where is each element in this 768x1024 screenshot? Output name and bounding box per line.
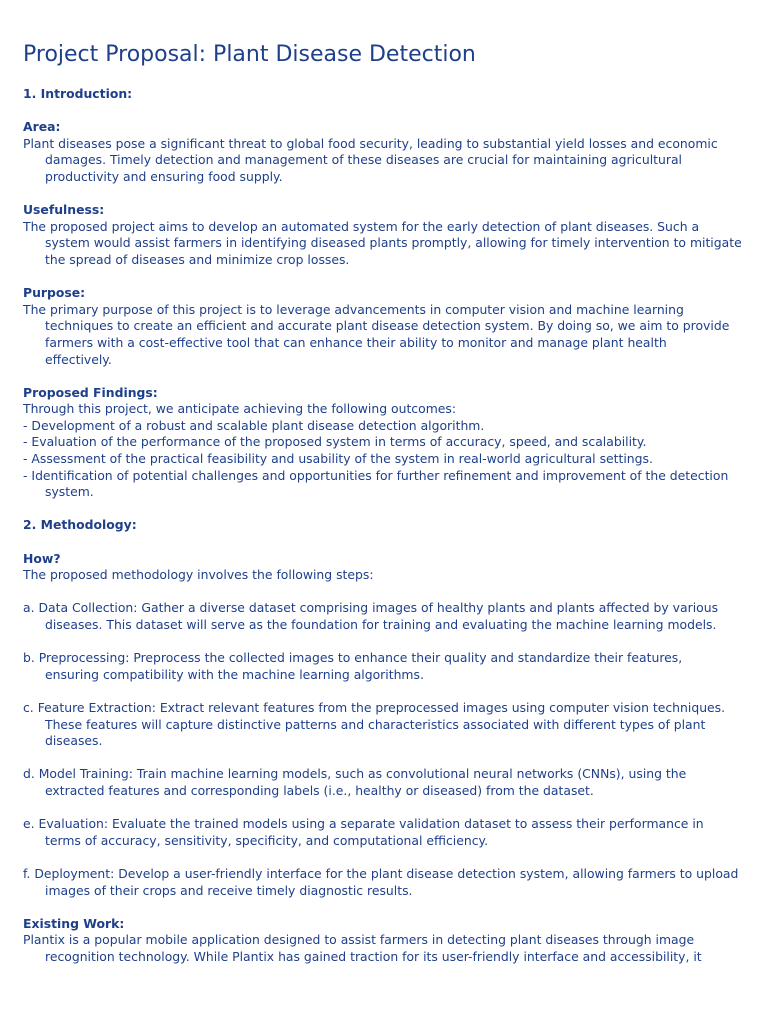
text-line: farmers with a cost-effective tool that can enhance their ability to monitor and manage plant health (45, 334, 667, 350)
section-heading: How? (23, 550, 61, 566)
section-heading: Existing Work: (23, 915, 125, 931)
paragraph-gap (23, 584, 768, 601)
text-line: b. Preprocessing: Preprocess the collected images to enhance their quality and standardize their features, (23, 650, 683, 666)
paragraph-gap (23, 750, 768, 767)
text-line: system. (45, 484, 94, 500)
text-line: - Evaluation of the performance of the proposed system in terms of accuracy, speed, and scalability. (23, 434, 647, 450)
paragraph-gap (23, 683, 768, 700)
section-heading: 2. Methodology: (23, 517, 137, 533)
text-line: Through this project, we anticipate achieving the following outcomes: (23, 401, 457, 417)
paragraph-gap (23, 501, 768, 518)
paragraph-gap (23, 899, 768, 916)
text-line: - Assessment of the practical feasibility and usability of the system in real-world agricultural settings. (23, 451, 653, 467)
section-heading: Usefulness: (23, 202, 105, 218)
text-line: c. Feature Extraction: Extract relevant features from the preprocessed images using computer vision techniques. (23, 699, 726, 715)
text-line: the spread of diseases and minimize crop losses. (45, 251, 350, 267)
paragraph-gap (23, 534, 768, 551)
text-line: damages. Timely detection and management of these diseases are crucial for maintaining agricultural (45, 152, 682, 168)
text-line: - Development of a robust and scalable plant disease detection algorithm. (23, 417, 485, 433)
document-body (23, 86, 768, 965)
paragraph-gap (23, 634, 768, 651)
text-line: terms of accuracy, sensitivity, specificity, and computational efficiency. (45, 832, 489, 848)
section-heading: Purpose: (23, 285, 86, 301)
text-line: diseases. (45, 733, 103, 749)
text-line: images of their crops and receive timely diagnostic results. (45, 882, 413, 898)
text-line: diseases. This dataset will serve as the foundation for training and evaluating the machine learning models. (45, 617, 717, 632)
text-line: d. Model Training: Train machine learning models, such as convolutional neural networks (CNNs), using the (23, 766, 687, 782)
text-line: extracted features and corresponding labels (i.e., healthy or diseased) from the dataset. (45, 782, 594, 798)
paragraph-gap (23, 368, 768, 385)
paragraph-gap (23, 103, 768, 120)
text-line: f. Deployment: Develop a user-friendly interface for the plant disease detection system, allowing farmers to upload (23, 865, 739, 881)
text-line: Plantix is a popular mobile application designed to assist farmers in detecting plant diseases through image (23, 932, 695, 948)
text-line: These features will capture distinctive patterns and characteristics associated with different types of plant (45, 716, 706, 732)
text-line: system would assist farmers in identifying diseased plants promptly, allowing for timely intervention to mitigate (45, 235, 742, 251)
document-title: Project Proposal: Plant Disease Detection (23, 42, 476, 67)
text-line: productivity and ensuring food supply. (45, 168, 283, 184)
text-line: The primary purpose of this project is to leverage advancements in computer vision and machine learning (23, 301, 684, 317)
paragraph-gap (23, 849, 768, 866)
section-heading: Proposed Findings: (23, 384, 158, 400)
text-line: recognition technology. While Plantix has gained traction for its user-friendly interface and accessibility, it (45, 948, 702, 964)
section-heading: 1. Introduction: (23, 86, 133, 101)
paragraph-gap (23, 800, 768, 817)
text-line: - Identification of potential challenges and opportunities for further refinement and improvement of the detection (23, 467, 729, 483)
text-line: ensuring compatibility with the machine learning algorithms. (45, 666, 424, 682)
text-line: a. Data Collection: Gather a diverse dataset comprising images of healthy plants and plants affected by various (23, 600, 719, 616)
paragraph-gap (23, 269, 768, 286)
text-line: e. Evaluation: Evaluate the trained models using a separate validation dataset to assess their performance in (23, 816, 704, 832)
text-line: The proposed project aims to develop an automated system for the early detection of plant diseases. Such a (23, 218, 700, 234)
text-line: Plant diseases pose a significant threat to global food security, leading to substantial yield losses and economic (23, 135, 718, 151)
text-line: The proposed methodology involves the following steps: (23, 567, 374, 583)
text-line: effectively. (45, 351, 112, 367)
text-line: techniques to create an efficient and accurate plant disease detection system. By doing so, we aim to provide (45, 318, 730, 334)
paragraph-gap (23, 186, 768, 203)
section-heading: Area: (23, 119, 61, 135)
